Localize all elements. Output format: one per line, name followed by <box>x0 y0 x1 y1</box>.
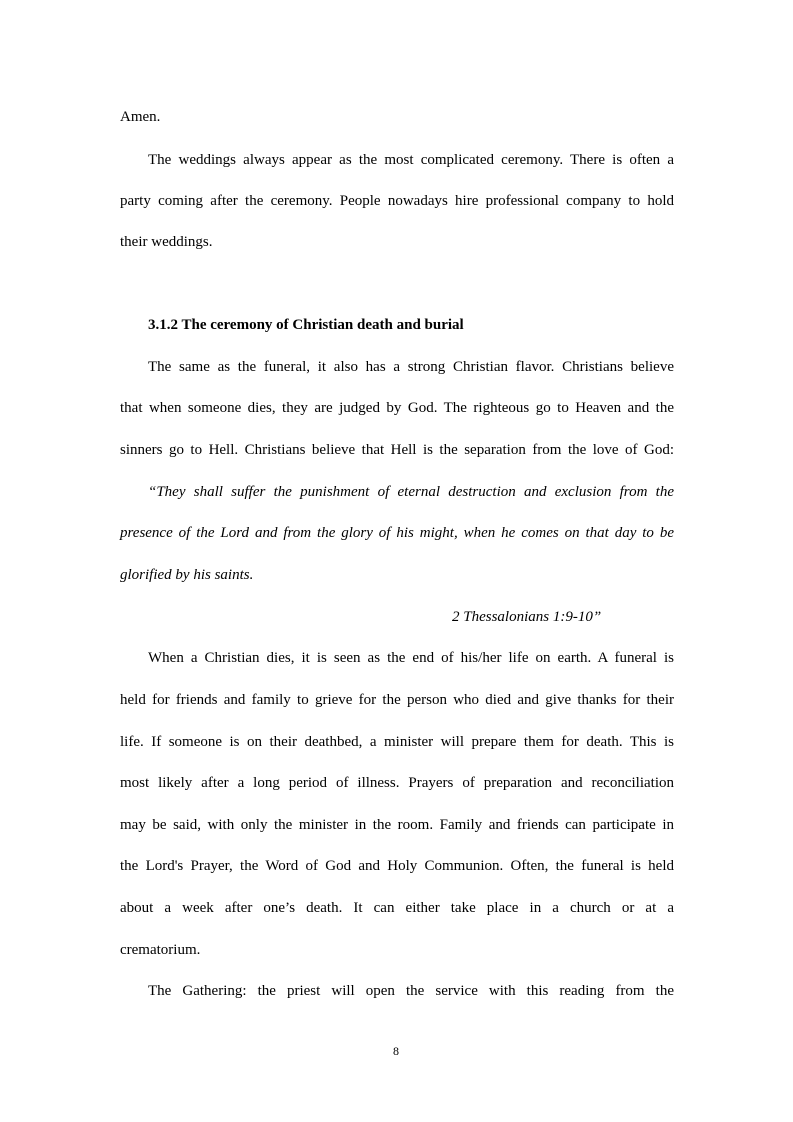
paragraph-line: the Lord's Prayer, the Word of God and Holy Communion. Often, the funeral is held <box>120 858 674 874</box>
paragraph-line: held for friends and family to grieve for the person who died and give thanks for their <box>120 692 674 708</box>
paragraph-line: crematorium. <box>120 942 201 958</box>
quote-line: glorified by his saints. <box>120 567 254 583</box>
paragraph-line: most likely after a long period of illness. Prayers of preparation and reconciliation <box>120 775 674 791</box>
paragraph-line: The same as the funeral, it also has a strong Christian flavor. Christians believe <box>148 359 674 375</box>
paragraph-line: When a Christian dies, it is seen as the end of his/her life on earth. A funeral is <box>148 650 674 666</box>
paragraph-line: may be said, with only the minister in the room. Family and friends can participate in <box>120 817 674 833</box>
paragraph-line: sinners go to Hell. Christians believe that Hell is the separation from the love of God: <box>120 442 674 458</box>
section-heading: 3.1.2 The ceremony of Christian death and burial <box>148 317 464 333</box>
quote-line: “They shall suffer the punishment of eternal destruction and exclusion from the <box>148 484 674 500</box>
paragraph-line: The Gathering: the priest will open the service with this reading from the <box>148 983 674 999</box>
quote-citation: 2 Thessalonians 1:9-10” <box>452 609 602 625</box>
paragraph-line: party coming after the ceremony. People nowadays hire professional company to hold <box>120 193 674 209</box>
paragraph-line: that when someone dies, they are judged by God. The righteous go to Heaven and the <box>120 400 674 416</box>
page-number: 8 <box>393 1044 399 1058</box>
quote-line: presence of the Lord and from the glory of his might, when he comes on that day to be <box>120 525 674 541</box>
paragraph-line: about a week after one’s death. It can either take place in a church or at a <box>120 900 674 916</box>
paragraph-line: life. If someone is on their deathbed, a minister will prepare them for death. This is <box>120 734 674 750</box>
paragraph-line: The weddings always appear as the most complicated ceremony. There is often a <box>148 152 674 168</box>
paragraph-line: Amen. <box>120 109 161 125</box>
paragraph-line: their weddings. <box>120 234 213 250</box>
